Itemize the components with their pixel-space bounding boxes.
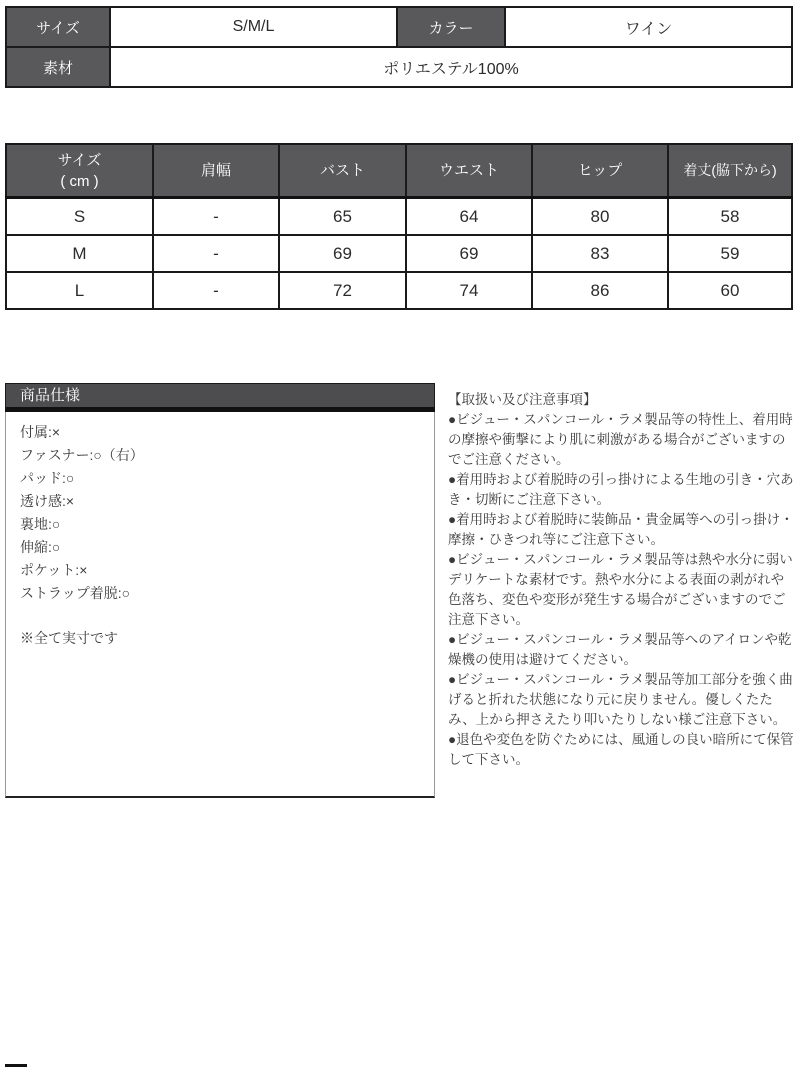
bust-header-cell: バスト [279, 144, 406, 198]
spec-measurement-note: ※全て実寸です [20, 630, 118, 646]
waist-cell: 69 [406, 235, 532, 272]
spec-item: 伸縮:○ [20, 539, 61, 555]
size-cm-header-line1: サイズ [57, 151, 102, 169]
size-value-cell: S/M/L [110, 7, 397, 47]
length-header-cell: 着丈(脇下から) [668, 144, 792, 198]
size-chart-table [5, 143, 793, 310]
spec-box-title: 商品仕様 [5, 383, 435, 412]
handling-notes-title: 【取扱い及び注意事項】 [448, 392, 597, 407]
color-value-cell: ワイン [505, 7, 792, 47]
hip-cell: 83 [532, 235, 668, 272]
spec-item: ストラップ着脱:○ [20, 585, 131, 601]
bust-cell: 69 [279, 235, 406, 272]
waist-cell: 64 [406, 198, 532, 236]
spec-item: 裏地:○ [20, 516, 61, 532]
table-header-row [6, 144, 792, 198]
handling-note-item: ●ビジュー・スパンコール・ラメ製品等の特性上、着用時の摩擦や衝撃により肌に刺激がある場合がございますのでご注意ください。 [448, 412, 793, 467]
length-cell: 60 [668, 272, 792, 309]
shoulder-cell: - [153, 198, 279, 236]
size-cell: S [6, 198, 153, 236]
length-cell: 59 [668, 235, 792, 272]
handling-note-item: ●ビジュー・スパンコール・ラメ製品等は熱や水分に弱いデリケートな素材です。熱や水分による表面の剥がれや色落ち、変色や変形が発生する場合がございますのでご注意下さい。 [448, 552, 793, 627]
shoulder-cell: - [153, 272, 279, 309]
material-value-cell: ポリエステル100% [110, 47, 792, 87]
size-cell: M [6, 235, 153, 272]
length-cell: 58 [668, 198, 792, 236]
handling-note-item: ●着用時および着脱時の引っ掛けによる生地の引き・穴あき・切断にご注意下さい。 [448, 472, 794, 507]
spec-box-body [5, 412, 435, 798]
color-label-cell: カラー [397, 7, 505, 47]
handling-note-item: ●着用時および着脱時に装飾品・貴金属等への引っ掛け・摩擦・ひきつれ等にご注意下さい。 [448, 512, 794, 547]
handling-note-item: ●ビジュー・スパンコール・ラメ製品等へのアイロンや乾燥機の使用は避けてください。 [448, 632, 792, 667]
spec-item: パッド:○ [20, 470, 75, 486]
material-label-cell: 素材 [6, 47, 110, 87]
table-row [6, 47, 792, 87]
bust-cell: 72 [279, 272, 406, 309]
product-spec-box [5, 383, 435, 798]
size-label-cell: サイズ [6, 7, 110, 47]
handling-note-item: ●退色や変色を防ぐためには、風通しの良い暗所にて保管して下さい。 [448, 732, 794, 767]
table-row [6, 272, 792, 309]
table-row [6, 235, 792, 272]
table-row [6, 198, 792, 236]
size-cm-header-line2: ( cm ) [60, 172, 99, 190]
hip-cell: 80 [532, 198, 668, 236]
shoulder-header-cell: 肩幅 [153, 144, 279, 198]
shoulder-cell: - [153, 235, 279, 272]
spec-item: 透け感:× [20, 493, 75, 509]
table-row [6, 7, 792, 47]
spec-item: ファスナー:○（右） [20, 447, 144, 463]
spec-item: ポケット:× [20, 562, 88, 578]
handling-note-item: ●ビジュー・スパンコール・ラメ製品等加工部分を強く曲げると折れた状態になり元に戻りません。優しくたたみ、上から押さえたり叩いたりしない様ご注意下さい。 [448, 672, 793, 727]
waist-cell: 74 [406, 272, 532, 309]
waist-header-cell: ウエスト [406, 144, 532, 198]
handling-notes [448, 390, 797, 770]
spec-item: 付属:× [20, 424, 61, 440]
product-info-table [5, 6, 793, 88]
size-cm-header-cell [6, 144, 153, 198]
hip-cell: 86 [532, 272, 668, 309]
bust-cell: 65 [279, 198, 406, 236]
hip-header-cell: ヒップ [532, 144, 668, 198]
size-cell: L [6, 272, 153, 309]
